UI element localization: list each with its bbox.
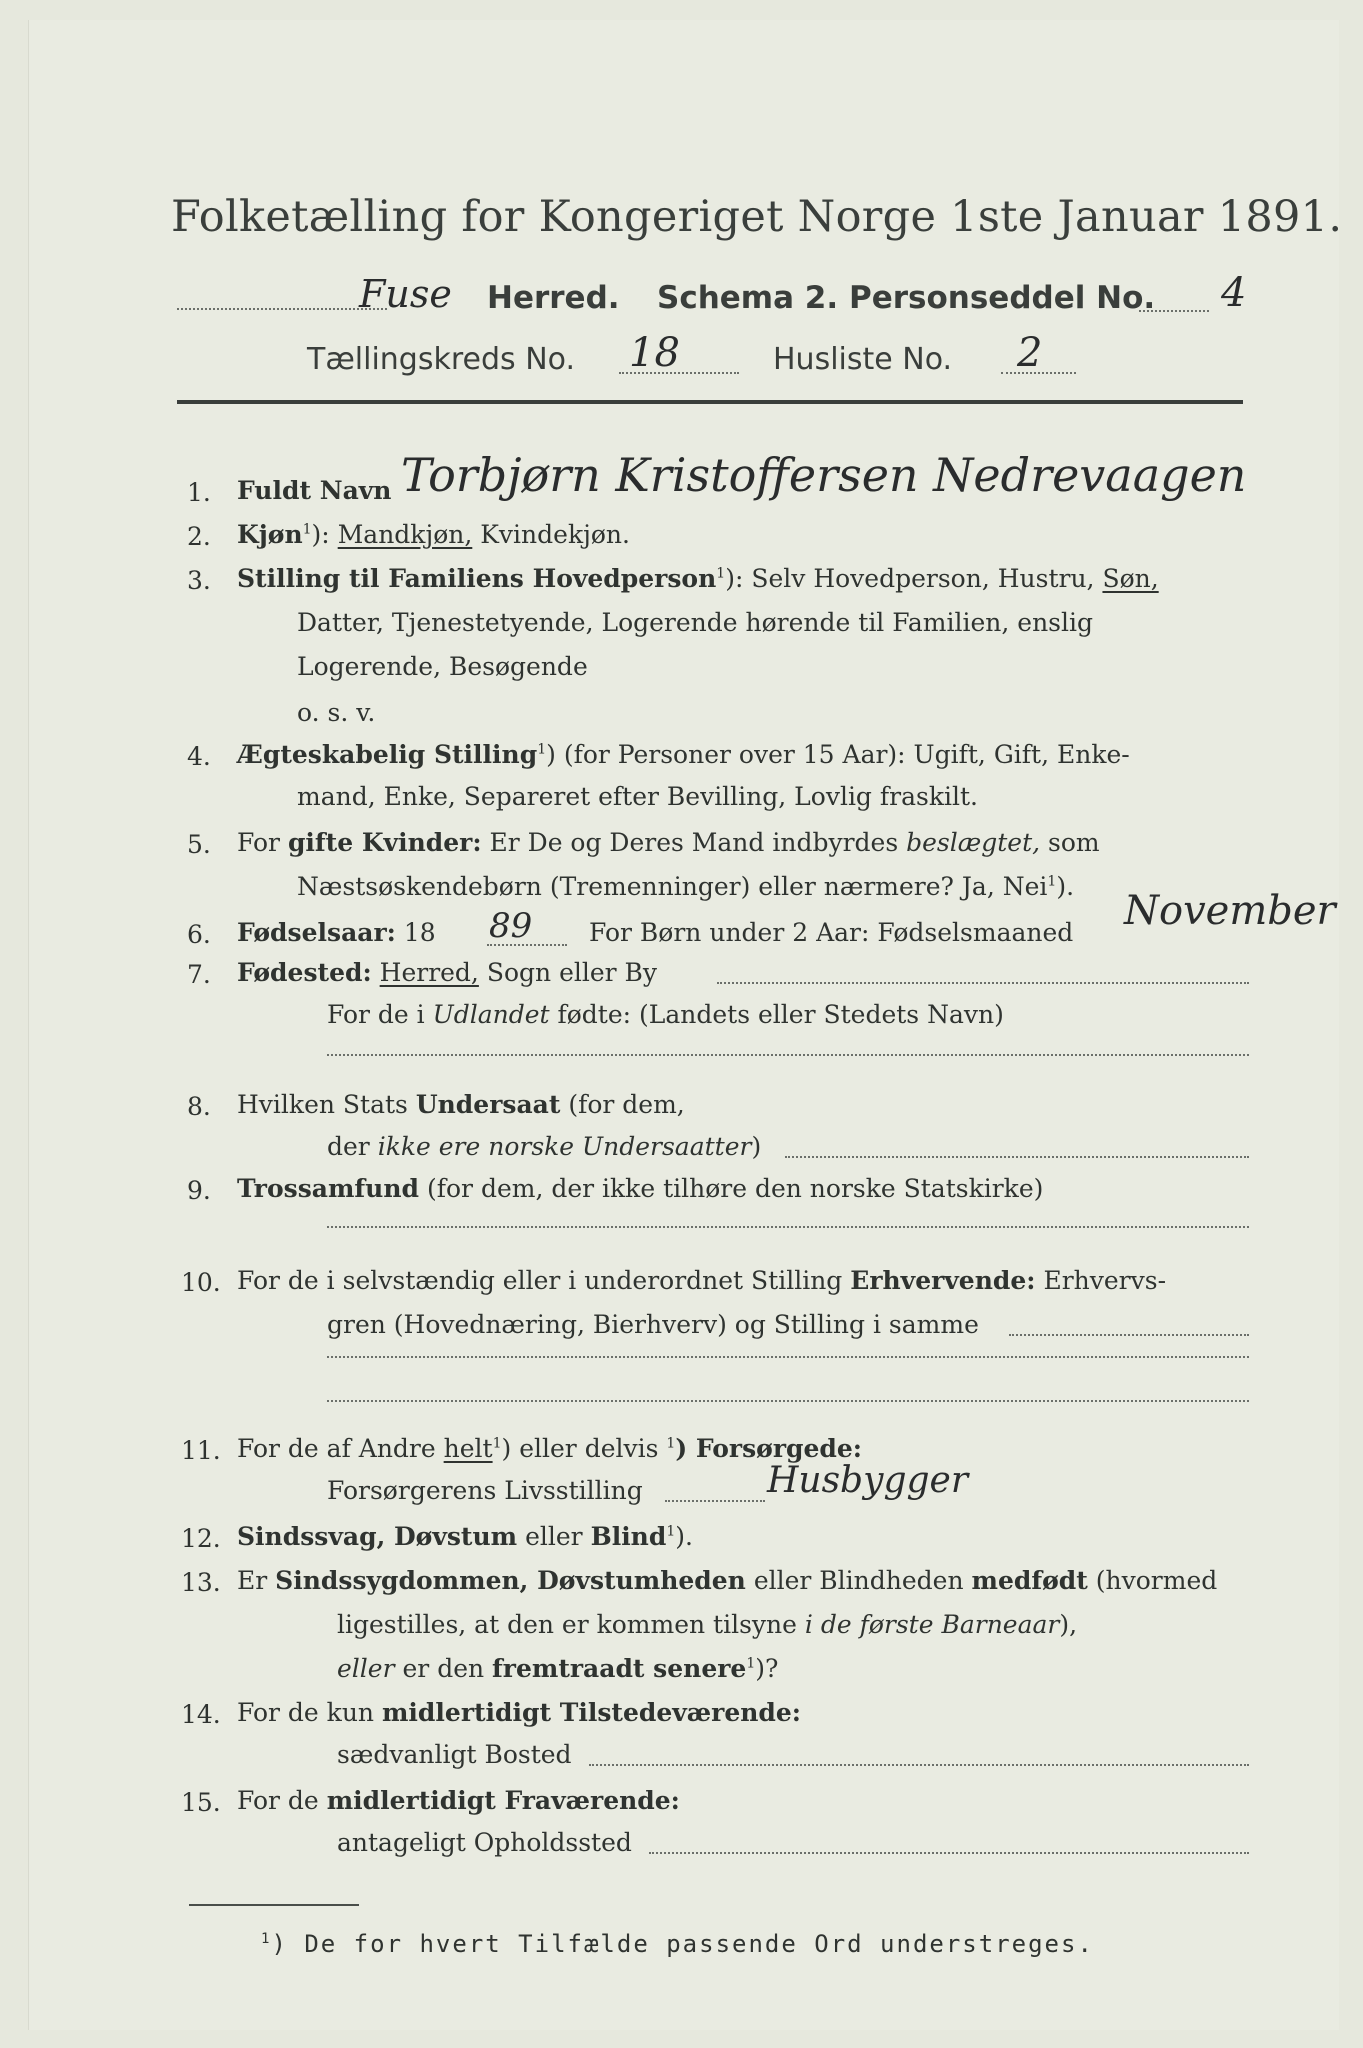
q1-label: Fuldt Navn bbox=[237, 476, 392, 505]
q6-year-handwritten: 89 bbox=[489, 906, 533, 946]
q13-line2-pre: ligestilles, at den er kommen tilsyne bbox=[337, 1610, 797, 1639]
q12-number: 12. bbox=[181, 1524, 221, 1553]
q14-dots bbox=[589, 1764, 1249, 1766]
q11-label: ) Forsørgede: bbox=[675, 1434, 862, 1463]
q10-line2: gren (Hovednæring, Bierhverv) og Stilling i samme bbox=[327, 1310, 979, 1339]
q2-option-mandkjon: Mandkjøn, bbox=[337, 520, 473, 549]
q13-line2 bbox=[337, 1612, 1077, 1637]
q6-label: Fødselsaar: bbox=[237, 918, 396, 947]
q10-dots bbox=[1009, 1334, 1249, 1336]
q14-line2: sædvanligt Bosted bbox=[337, 1740, 572, 1769]
q4-number: 4. bbox=[187, 742, 211, 771]
q8-line1 bbox=[237, 1092, 685, 1117]
q13-label: Sindssygdommen, Døvstumheden bbox=[275, 1566, 746, 1595]
taellingskreds-dots bbox=[619, 372, 739, 374]
personseddel-dots bbox=[1139, 310, 1209, 312]
q12-label2: Blind bbox=[590, 1522, 667, 1551]
q7-number: 7. bbox=[187, 960, 211, 989]
q14-label: midlertidigt Tilstedeværende: bbox=[381, 1698, 802, 1727]
q13-line3 bbox=[337, 1656, 778, 1681]
q10-pre: For de i selvstændig eller i underordnet Stilling bbox=[237, 1266, 843, 1295]
q7-line2-rest: fødte: (Landets eller Stedets Navn) bbox=[557, 1000, 1004, 1029]
herred-handwritten: Fuse bbox=[359, 272, 452, 316]
q7-dots bbox=[717, 982, 1249, 984]
q13-pre: Er bbox=[237, 1566, 268, 1595]
q8-number: 8. bbox=[187, 1092, 211, 1121]
q5-line2 bbox=[297, 874, 1074, 899]
q14-number: 14. bbox=[181, 1700, 221, 1729]
q3-option-son: Søn, bbox=[1102, 564, 1159, 593]
q5-close: ). bbox=[1056, 872, 1075, 901]
taellingskreds-label: Tællingskreds No. bbox=[307, 342, 575, 377]
q2-sup: 1 bbox=[302, 521, 312, 538]
q3-label: Stilling til Familiens Hovedperson bbox=[237, 564, 717, 593]
husliste-number: 2 bbox=[1017, 330, 1043, 376]
q7-label: Fødested: bbox=[237, 958, 372, 987]
q4-label: Ægteskabelig Stilling bbox=[237, 740, 538, 769]
q8-line2-close: ) bbox=[751, 1132, 762, 1161]
q1-answer: Torbjørn Kristoffersen Nedrevaagen bbox=[401, 448, 1247, 502]
q9-rest: (for dem, der ikke tilhøre den norske Statskirke) bbox=[426, 1174, 1044, 1203]
q8-line2-italic: ikke ere norske Undersaatter bbox=[377, 1132, 752, 1161]
q7-line2-pre: For de i bbox=[327, 1000, 425, 1029]
q11-sup2: 1 bbox=[666, 1435, 676, 1452]
q12-sup: 1 bbox=[666, 1523, 676, 1540]
q1-number: 1. bbox=[187, 478, 211, 507]
form-title: Folketælling for Kongeriget Norge 1ste Januar 1891. bbox=[171, 192, 1343, 242]
husliste-dots bbox=[1001, 372, 1076, 374]
husliste-label: Husliste No. bbox=[773, 342, 953, 377]
q12-line bbox=[237, 1524, 693, 1549]
q5-pre: For bbox=[237, 828, 280, 857]
footnote-sup: 1 bbox=[261, 1931, 272, 1947]
q13-line2-italic: i de første Barneaar bbox=[804, 1610, 1060, 1639]
q15-line2: antageligt Opholdssted bbox=[337, 1828, 632, 1857]
q12-rest: eller bbox=[525, 1522, 583, 1551]
q13-line2-close: ), bbox=[1059, 1610, 1078, 1639]
q6-rest: For Børn under 2 Aar: Fødselsmaaned bbox=[589, 918, 1074, 947]
q9-number: 9. bbox=[187, 1176, 211, 1205]
q5-italic: beslægtet, bbox=[906, 828, 1041, 857]
q7-option-herred: Herred, bbox=[379, 958, 479, 987]
q15-dots bbox=[649, 1852, 1249, 1854]
q3-line3: Logerende, Besøgende bbox=[297, 652, 588, 681]
q8-dots bbox=[785, 1156, 1249, 1158]
q15-label: midlertidigt Fraværende: bbox=[326, 1786, 680, 1815]
q8-label: Undersaat bbox=[415, 1090, 561, 1119]
q9-label: Trossamfund bbox=[237, 1174, 420, 1203]
q5-label: gifte Kvinder: bbox=[287, 828, 482, 857]
q4-sup: 1 bbox=[537, 741, 547, 758]
personseddel-number: 4 bbox=[1221, 270, 1247, 316]
q6-number: 6. bbox=[187, 920, 211, 949]
q13-line3-bold: fremtraadt senere bbox=[492, 1654, 747, 1683]
q12-close: ). bbox=[675, 1522, 693, 1551]
q11-dots bbox=[665, 1500, 765, 1502]
taellingskreds-number: 18 bbox=[629, 330, 680, 376]
q4-line2: mand, Enke, Separeret efter Bevilling, Lovlig fraskilt. bbox=[297, 782, 978, 811]
q10-line1 bbox=[237, 1268, 1166, 1293]
q2-option-kvindekjon: Kvindekjøn. bbox=[480, 520, 630, 549]
q7-line1 bbox=[237, 960, 657, 985]
q14-pre: For de kun bbox=[237, 1698, 375, 1727]
q3-line1-rest: ): Selv Hovedperson, Hustru, bbox=[725, 564, 1095, 593]
footnote-text: ) De for hvert Tilfælde passende Ord understreges. bbox=[271, 1930, 1094, 1958]
q6-month-handwritten: November bbox=[1124, 888, 1336, 934]
q7-line2 bbox=[327, 1002, 1004, 1027]
q15-line1 bbox=[237, 1788, 680, 1813]
q10-answer-dots-2 bbox=[327, 1400, 1249, 1402]
q8-rest: (for dem, bbox=[568, 1090, 685, 1119]
q6-line bbox=[237, 920, 436, 945]
q5-line2-text: Næstsøskendebørn (Tremenninger) eller nærmere? Ja, Nei bbox=[297, 872, 1048, 901]
q5-end: som bbox=[1048, 828, 1100, 857]
personseddel-label: Personseddel No. bbox=[849, 280, 1156, 316]
q5-number: 5. bbox=[187, 830, 211, 859]
q3-sup: 1 bbox=[716, 565, 726, 582]
q13-number: 13. bbox=[181, 1568, 221, 1597]
census-form bbox=[28, 20, 1343, 2030]
q7-answer-dots bbox=[327, 1054, 1249, 1056]
footnote-rule bbox=[189, 1904, 359, 1906]
q2-number: 2. bbox=[187, 522, 211, 551]
q4-line1-rest: ) (for Personer over 15 Aar): Ugift, Gift, Enke- bbox=[546, 740, 1130, 769]
q13-line1 bbox=[237, 1568, 1217, 1593]
q3-line2: Datter, Tjenestetyende, Logerende hørende til Familien, enslig bbox=[297, 608, 1094, 637]
q15-pre: For de bbox=[237, 1786, 319, 1815]
q11-answer: Husbygger bbox=[767, 1460, 969, 1501]
q11-number: 11. bbox=[181, 1436, 221, 1465]
q6-year-prefix: 18 bbox=[403, 918, 436, 947]
q13-end: (hvormed bbox=[1095, 1566, 1218, 1595]
q8-line2 bbox=[327, 1134, 761, 1159]
schema-label: Schema 2. bbox=[657, 280, 839, 316]
q13-line3-mid: er den bbox=[402, 1654, 485, 1683]
footnote bbox=[261, 1930, 1094, 1958]
q13-mid: eller Blindheden bbox=[753, 1566, 964, 1595]
q5-line1 bbox=[237, 830, 1100, 855]
q9-line bbox=[237, 1176, 1043, 1201]
q2-label: Kjøn bbox=[237, 520, 303, 549]
q6-year-dots bbox=[487, 944, 567, 946]
q9-answer-dots bbox=[327, 1226, 1249, 1228]
q11-pre: For de af Andre bbox=[237, 1434, 436, 1463]
q8-line2-pre: der bbox=[327, 1132, 370, 1161]
q11-option-helt: helt bbox=[443, 1434, 493, 1463]
q3-line4: o. s. v. bbox=[297, 698, 376, 727]
q12-label: Sindssvag, Døvstum bbox=[237, 1522, 518, 1551]
q13-sup: 1 bbox=[746, 1655, 756, 1672]
q7-line2-italic: Udlandet bbox=[432, 1000, 550, 1029]
q13-label2: medfødt bbox=[971, 1566, 1088, 1595]
q10-end: Erhvervs- bbox=[1043, 1266, 1167, 1295]
q11-line2: Forsørgerens Livsstilling bbox=[327, 1476, 643, 1505]
q11-mid: ) eller delvis bbox=[501, 1434, 659, 1463]
q11-line1 bbox=[237, 1436, 862, 1461]
q14-line1 bbox=[237, 1700, 801, 1725]
herred-label: Herred. bbox=[487, 280, 620, 316]
q13-line3-close: )? bbox=[755, 1654, 779, 1683]
q10-number: 10. bbox=[181, 1268, 221, 1297]
q4-line1 bbox=[237, 742, 1130, 767]
header-rule bbox=[177, 400, 1243, 404]
q3-line1 bbox=[237, 566, 1159, 591]
q2-text bbox=[237, 522, 630, 547]
q7-rest: Sogn eller By bbox=[486, 958, 658, 987]
q2-rest: ): bbox=[311, 520, 330, 549]
q5-sup: 1 bbox=[1047, 873, 1057, 890]
q8-pre: Hvilken Stats bbox=[237, 1090, 408, 1119]
q15-number: 15. bbox=[181, 1788, 221, 1817]
q10-label: Erhvervende: bbox=[850, 1266, 1036, 1295]
q3-number: 3. bbox=[187, 566, 211, 595]
q10-answer-dots-1 bbox=[327, 1356, 1249, 1358]
q11-sup: 1 bbox=[492, 1435, 502, 1452]
q5-line1-rest: Er De og Deres Mand indbyrdes bbox=[489, 828, 899, 857]
herred-dots bbox=[177, 308, 387, 310]
q13-line3-italic: eller bbox=[337, 1654, 395, 1683]
